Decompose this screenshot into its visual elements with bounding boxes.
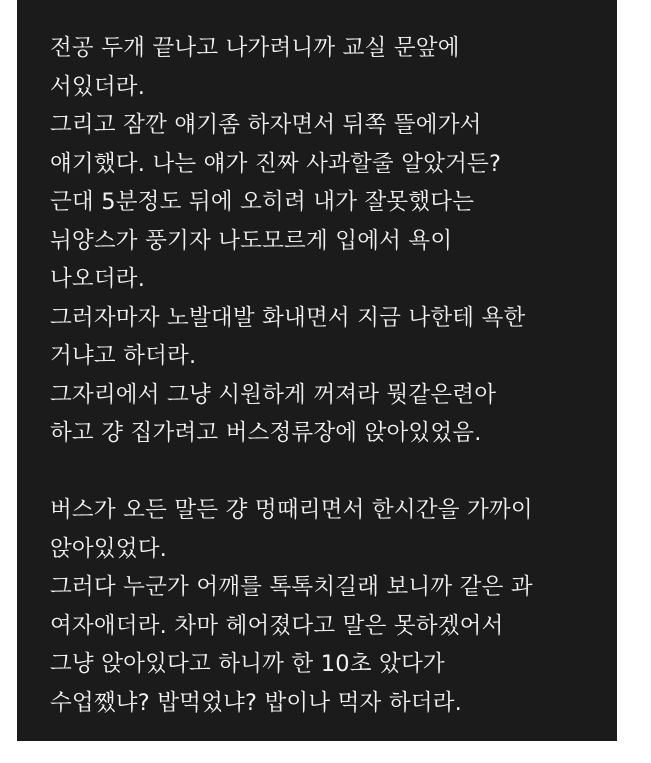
text-line: 버스가 오든 말든 걍 멍때리면서 한시간을 가까이 [50, 497, 533, 523]
text-line: 그러다 누군가 어깨를 톡톡치길래 보니까 같은 과 [50, 574, 533, 600]
text-line: 그냥 앉아있다고 하니까 한 10초 았다가 [50, 651, 445, 677]
paragraph-break [50, 453, 640, 492]
text-line: 앉아있었다. [50, 535, 168, 562]
text-line: 그자리에서 그냥 시원하게 꺼져라 뭣같은련아 [50, 381, 497, 408]
text-line: 하고 걍 집가려고 버스정류장에 앉아있었음. [50, 420, 482, 446]
text-line: 여자애더라. 차마 헤어졌다고 말은 못하겠어서 [50, 612, 504, 639]
text-line: 서있더라. [50, 73, 146, 100]
text-line: 그러자마자 노발대발 화내면서 지금 나한테 욕한 [50, 304, 526, 331]
text-line: 거냐고 하더라. [50, 343, 197, 369]
post-text [50, 29, 640, 722]
text-line: 근대 5분정도 뒤에 오히려 내가 잘못했다는 [50, 189, 475, 215]
text-line: 전공 두개 끝나고 나가려니까 교실 문앞에 [50, 35, 460, 61]
text-line: 얘기했다. 나는 얘가 진짜 사과할줄 알았거든? [50, 150, 502, 177]
text-line: 뉘양스가 풍기자 나도모르게 입에서 욕이 [50, 227, 453, 254]
text-line: 나오더라. [50, 266, 146, 292]
text-line: 수업쨌냐? 밥먹었냐? 밥이나 먹자 하더라. [50, 689, 463, 716]
text-line: 그리고 잠깐 얘기좀 하자면서 뒤쪽 뜰에가서 [50, 112, 482, 138]
